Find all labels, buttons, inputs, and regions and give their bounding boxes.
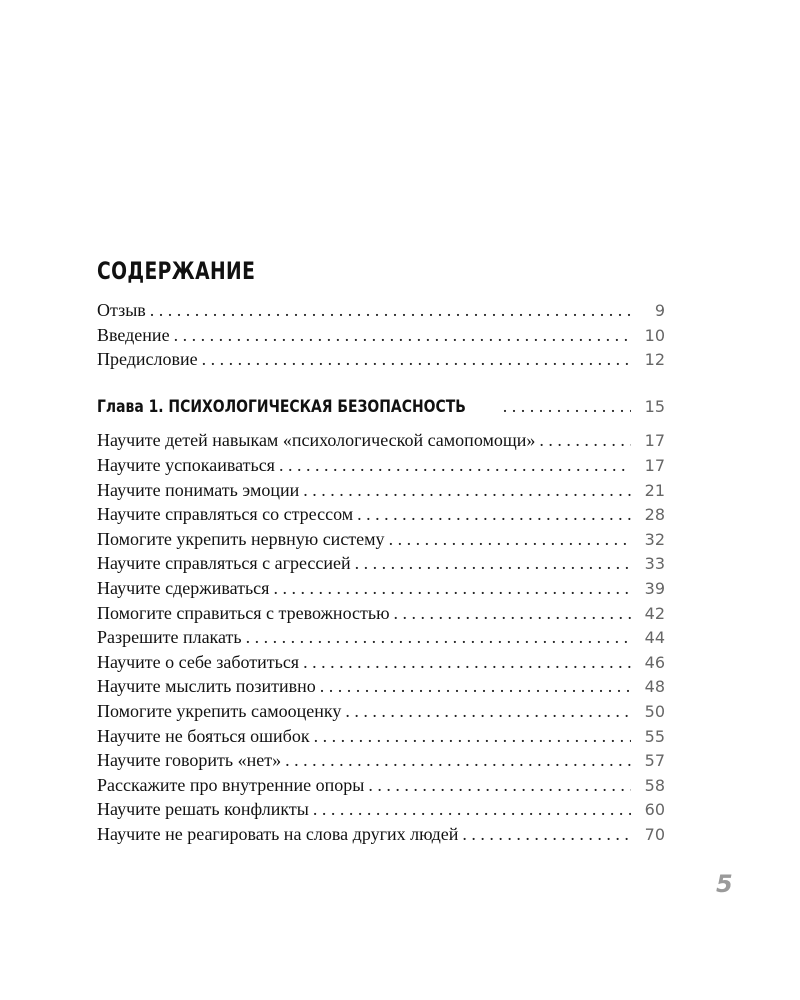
toc-entry-page: 50 (644, 701, 665, 721)
dot-leader (357, 502, 631, 526)
toc-entry-page: 17 (644, 431, 665, 451)
toc-entry-label: Помогите укрепить самооценку (97, 700, 342, 721)
toc-entry-label: Разрешите плакать (97, 627, 242, 648)
toc-entry-label: Научите справляться со стрессом (97, 504, 354, 525)
toc-entry-label: Научите о себе заботиться (97, 651, 300, 672)
toc-entry-label: Помогите справиться с тревожностью (97, 602, 390, 623)
section-list (97, 428, 665, 846)
dot-leader (303, 478, 631, 502)
dot-leader (539, 428, 631, 452)
toc-entry (97, 699, 665, 724)
toc-entry (97, 502, 665, 527)
dot-leader (273, 576, 631, 600)
toc-entry (97, 625, 665, 650)
toc-entry-page: 48 (644, 677, 665, 697)
toc-entry-page: 55 (644, 726, 665, 746)
toc-entry (97, 650, 665, 675)
toc-entry-label: Научите успокаиваться (97, 454, 275, 475)
chapter-title: Глава 1. ПСИХОЛОГИЧЕСКАЯ БЕЗОПАСНОСТЬ (97, 396, 466, 417)
toc-entry-label: Научите сдерживаться (97, 577, 270, 598)
dot-leader (313, 797, 631, 821)
toc-entry-page: 12 (644, 350, 665, 370)
toc-entry-label: Научите не реагировать на слова других людей (97, 823, 459, 844)
spacer (97, 372, 665, 394)
toc-entry-page: 17 (644, 455, 665, 475)
toc-entry-label: Научите понимать эмоции (97, 479, 300, 500)
toc-entry (97, 748, 665, 773)
dot-leader (246, 625, 631, 649)
toc-entry (97, 797, 665, 822)
toc-entry-page: 21 (644, 480, 665, 500)
toc-entry-page: 10 (644, 325, 665, 345)
toc-entry-page: 60 (644, 800, 665, 820)
dot-leader (368, 773, 631, 797)
toc-entry-label: Научите говорить «нет» (97, 750, 282, 771)
dot-leader (503, 394, 631, 418)
dot-leader (345, 699, 631, 723)
toc-entry-label: Научите справляться с агрессией (97, 553, 351, 574)
toc-entry (97, 822, 665, 847)
toc-entry-label: Научите мыслить позитивно (97, 676, 316, 697)
spacer (97, 418, 665, 428)
toc-entry-page: 39 (644, 578, 665, 598)
toc-entry (97, 478, 665, 503)
toc-entry-label: Научите детей навыкам «психологической самопомощи» (97, 430, 536, 451)
table-of-contents (97, 298, 665, 846)
toc-entry-page: 33 (644, 554, 665, 574)
dot-leader (394, 601, 631, 625)
toc-entry-page: 9 (654, 301, 665, 320)
page-title: СОДЕРЖАНИЕ (97, 257, 256, 285)
toc-chapter-entry (97, 394, 665, 419)
dot-leader (320, 674, 631, 698)
dot-leader (285, 748, 631, 772)
toc-entry-page: 57 (644, 751, 665, 771)
toc-entry-page: 44 (644, 628, 665, 648)
toc-entry-page: 28 (644, 505, 665, 525)
dot-leader (174, 323, 631, 347)
toc-entry (97, 576, 665, 601)
toc-entry-page: 42 (644, 603, 665, 623)
toc-entry (97, 347, 665, 372)
toc-entry-page: 58 (644, 775, 665, 795)
dot-leader (462, 822, 631, 846)
toc-entry-label: Помогите укрепить нервную систему (97, 528, 385, 549)
toc-entry (97, 527, 665, 552)
dot-leader (303, 650, 631, 674)
toc-entry (97, 674, 665, 699)
toc-entry (97, 453, 665, 478)
toc-entry-page: 70 (644, 824, 665, 844)
toc-entry (97, 601, 665, 626)
page-number: 5 (716, 870, 733, 898)
chapter-page: 15 (644, 396, 665, 416)
toc-entry (97, 323, 665, 348)
toc-entry-label: Отзыв (97, 300, 146, 320)
dot-leader (279, 453, 631, 477)
toc-entry-label: Научите не бояться ошибок (97, 725, 310, 746)
toc-entry (97, 724, 665, 749)
dot-leader (150, 298, 631, 322)
dot-leader (389, 527, 631, 551)
dot-leader (202, 347, 631, 371)
toc-entry-label: Научите решать конфликты (97, 799, 309, 820)
toc-entry (97, 773, 665, 798)
toc-entry-label: Расскажите про внутренние опоры (97, 774, 365, 795)
toc-entry-page: 32 (644, 529, 665, 549)
toc-entry-label: Предисловие (97, 349, 198, 370)
dot-leader (355, 551, 631, 575)
toc-entry-page: 46 (644, 652, 665, 672)
dot-leader (314, 724, 631, 748)
toc-entry (97, 551, 665, 576)
toc-entry-label: Введение (97, 324, 170, 345)
toc-entry (97, 298, 665, 323)
toc-entry (97, 428, 665, 453)
